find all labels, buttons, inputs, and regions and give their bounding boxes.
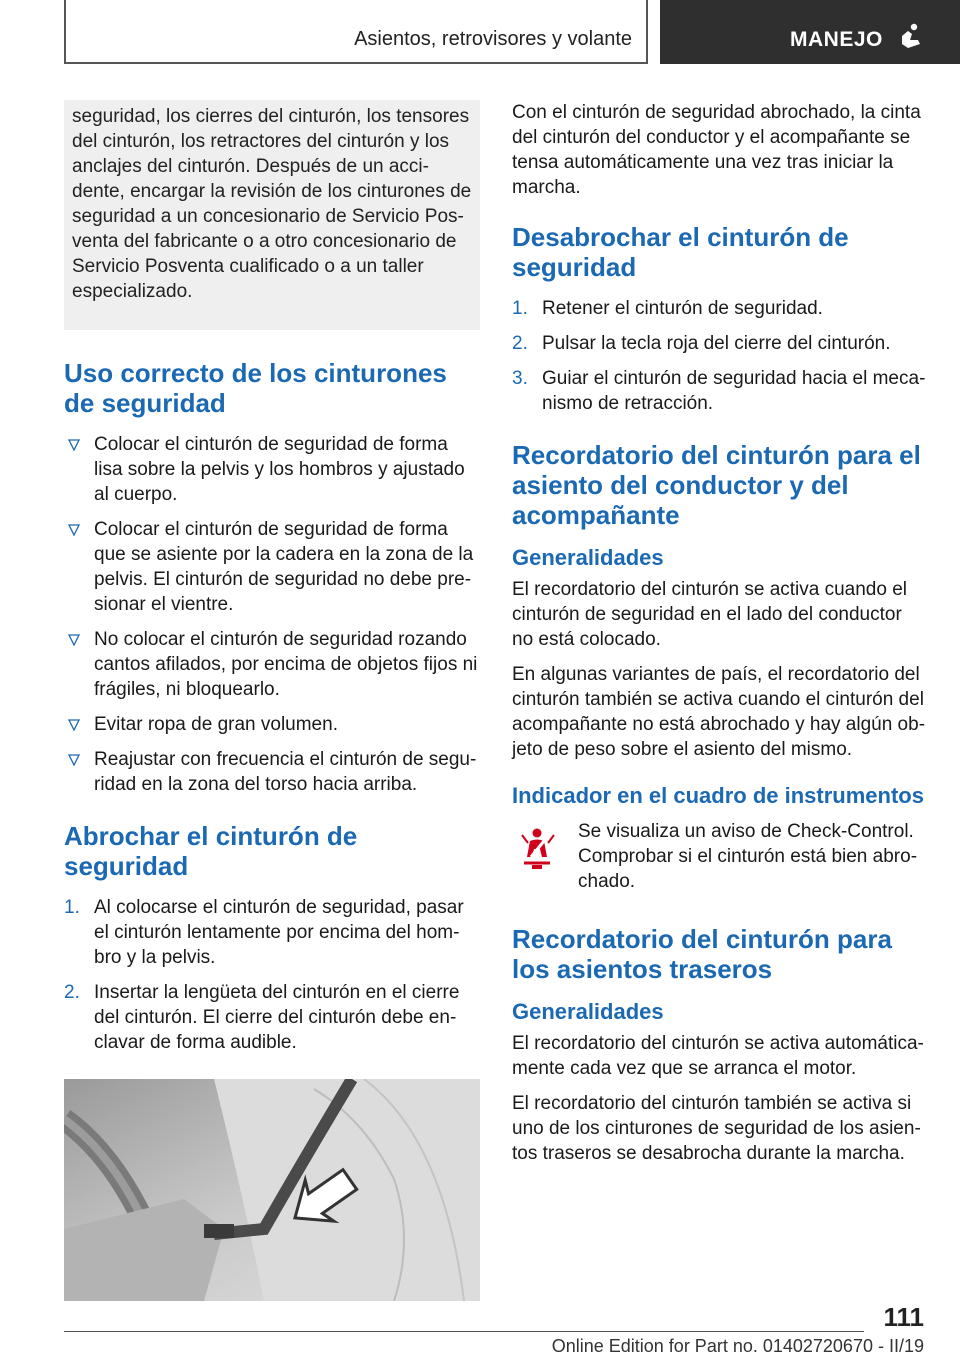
list-item xyxy=(64,747,480,797)
step-item xyxy=(64,980,480,1055)
list-item xyxy=(64,432,480,507)
step-item xyxy=(512,296,928,321)
heading-abrochar: Abrochar el cinturón de seguridad xyxy=(64,821,358,881)
list-item xyxy=(64,627,480,702)
header-chapter-box xyxy=(660,0,960,64)
generalidades-2-para-2: El recordatorio del cinturón también se activa si uno de los cinturones de seguridad de los asientos traseros se desabrocha durante la marcha. xyxy=(512,1093,921,1164)
list-item-text: Reajustar con frecuencia el cinturón de seguridad en la zona del torso hacia arriba. xyxy=(94,749,477,795)
heading-desabrochar: Desabrochar el cinturón de seguridad xyxy=(512,222,849,282)
step-item xyxy=(512,331,928,356)
heading-recordatorio-delanteros: Recordatorio del cinturón para el asiento del conductor y del acompañante xyxy=(512,440,921,530)
triangle-bullet-icon xyxy=(68,524,80,536)
list-item xyxy=(64,712,480,737)
generalidades-1-para-2: En algunas variantes de país, el recordatorio del cinturón también se activa cuando el cinturón del acompañante no está abrochado y hay algún objeto de peso sobre el asiento del mismo. xyxy=(512,664,926,760)
footer-divider xyxy=(64,1331,864,1332)
header-section-title: Asientos, retrovisores y volante xyxy=(354,28,632,50)
step-number: 1. xyxy=(512,298,528,319)
desabrochar-steps xyxy=(512,296,928,416)
step-item xyxy=(512,366,928,416)
step-number: 3. xyxy=(512,368,528,389)
heading-generalidades-2: Generalidades xyxy=(512,999,664,1024)
left-column xyxy=(64,100,480,1301)
heading-recordatorio-traseros: Recordatorio del cinturón para los asientos traseros xyxy=(512,924,892,984)
list-item-text: Colocar el cinturón de seguridad de forma que se asiente por la cadera en la zona de la pelvis. El cinturón de seguridad no debe presionar el vientre. xyxy=(94,519,474,615)
step-number: 2. xyxy=(64,982,80,1003)
heading-indicador: Indicador en el cuadro de instrumentos xyxy=(512,783,924,808)
generalidades-1-para-1: El recordatorio del cinturón se activa cuando el cinturón de seguridad en el lado del conductor no está colocado. xyxy=(512,579,908,650)
step-item xyxy=(64,895,480,970)
list-item xyxy=(64,517,480,617)
seatbelt-photo xyxy=(64,1079,480,1301)
step-number: 2. xyxy=(512,333,528,354)
note-text: seguridad, los cierres del cinturón, los tensores del cinturón, los retractores del cinturón y los anclajes del cinturón. Después de un accidente, encargar la revisión de los cinturones de seguridad a un concesionario de Servicio Posventa del fabricante o a otro concesionario de Servicio Posventa cualificado o a un taller especializado. xyxy=(72,106,472,302)
uso-list xyxy=(64,432,480,797)
seatbelt-illustration xyxy=(64,1079,480,1301)
step-text: Insertar la lengüeta del cinturón en el cierre del cinturón. El cierre del cinturón debe enclavar de forma audible. xyxy=(94,982,460,1053)
step-text: Retener el cinturón de seguridad. xyxy=(542,298,823,319)
indicator-row xyxy=(512,819,928,894)
header-chapter-title: MANEJO xyxy=(790,28,883,51)
triangle-bullet-icon xyxy=(68,634,80,646)
step-text: Pulsar la tecla roja del cierre del cinturón. xyxy=(542,333,891,354)
triangle-bullet-icon xyxy=(68,439,80,451)
generalidades-2-para-1: El recordatorio del cinturón se activa automáticamente cada vez que se arranca el motor. xyxy=(512,1033,924,1079)
indicator-text: Se visualiza un aviso de Check-Control. Comprobar si el cinturón está bien abrochado. xyxy=(578,821,918,892)
right-column xyxy=(512,100,928,1176)
step-text: Guiar el cinturón de seguridad hacia el mecanismo de retracción. xyxy=(542,368,926,414)
heading-uso-correcto: Uso correcto de los cinturones de seguridad xyxy=(64,358,447,418)
seatbelt-warning-icon xyxy=(520,827,556,871)
steering-hand-icon xyxy=(896,22,926,52)
step-number: 1. xyxy=(64,897,80,918)
triangle-bullet-icon xyxy=(68,754,80,766)
note-box xyxy=(64,100,480,330)
triangle-bullet-icon xyxy=(68,719,80,731)
list-item-text: Evitar ropa de gran volumen. xyxy=(94,714,338,735)
list-item-text: Colocar el cinturón de seguridad de forma lisa sobre la pelvis y los hombros y ajustado al cuerpo. xyxy=(94,434,465,505)
step-text: Al colocarse el cinturón de seguridad, pasar el cinturón lentamente por encima del hombro y la pelvis. xyxy=(94,897,464,968)
heading-generalidades-1: Generalidades xyxy=(512,545,664,570)
intro-text: Con el cinturón de seguridad abrochado, la cinta del cinturón del conductor y el acompañante se tensa automáticamente una vez tras iniciar la marcha. xyxy=(512,102,921,198)
header-section-box xyxy=(64,0,648,64)
footer-edition: Online Edition for Part no. 01402720670 - II/19 xyxy=(551,1336,924,1356)
list-item-text: No colocar el cinturón de seguridad rozando cantos afilados, por encima de objetos fijos ni frágiles, ni bloquearlo. xyxy=(94,629,478,700)
abrochar-steps xyxy=(64,895,480,1055)
page-number: 111 xyxy=(883,1302,924,1332)
